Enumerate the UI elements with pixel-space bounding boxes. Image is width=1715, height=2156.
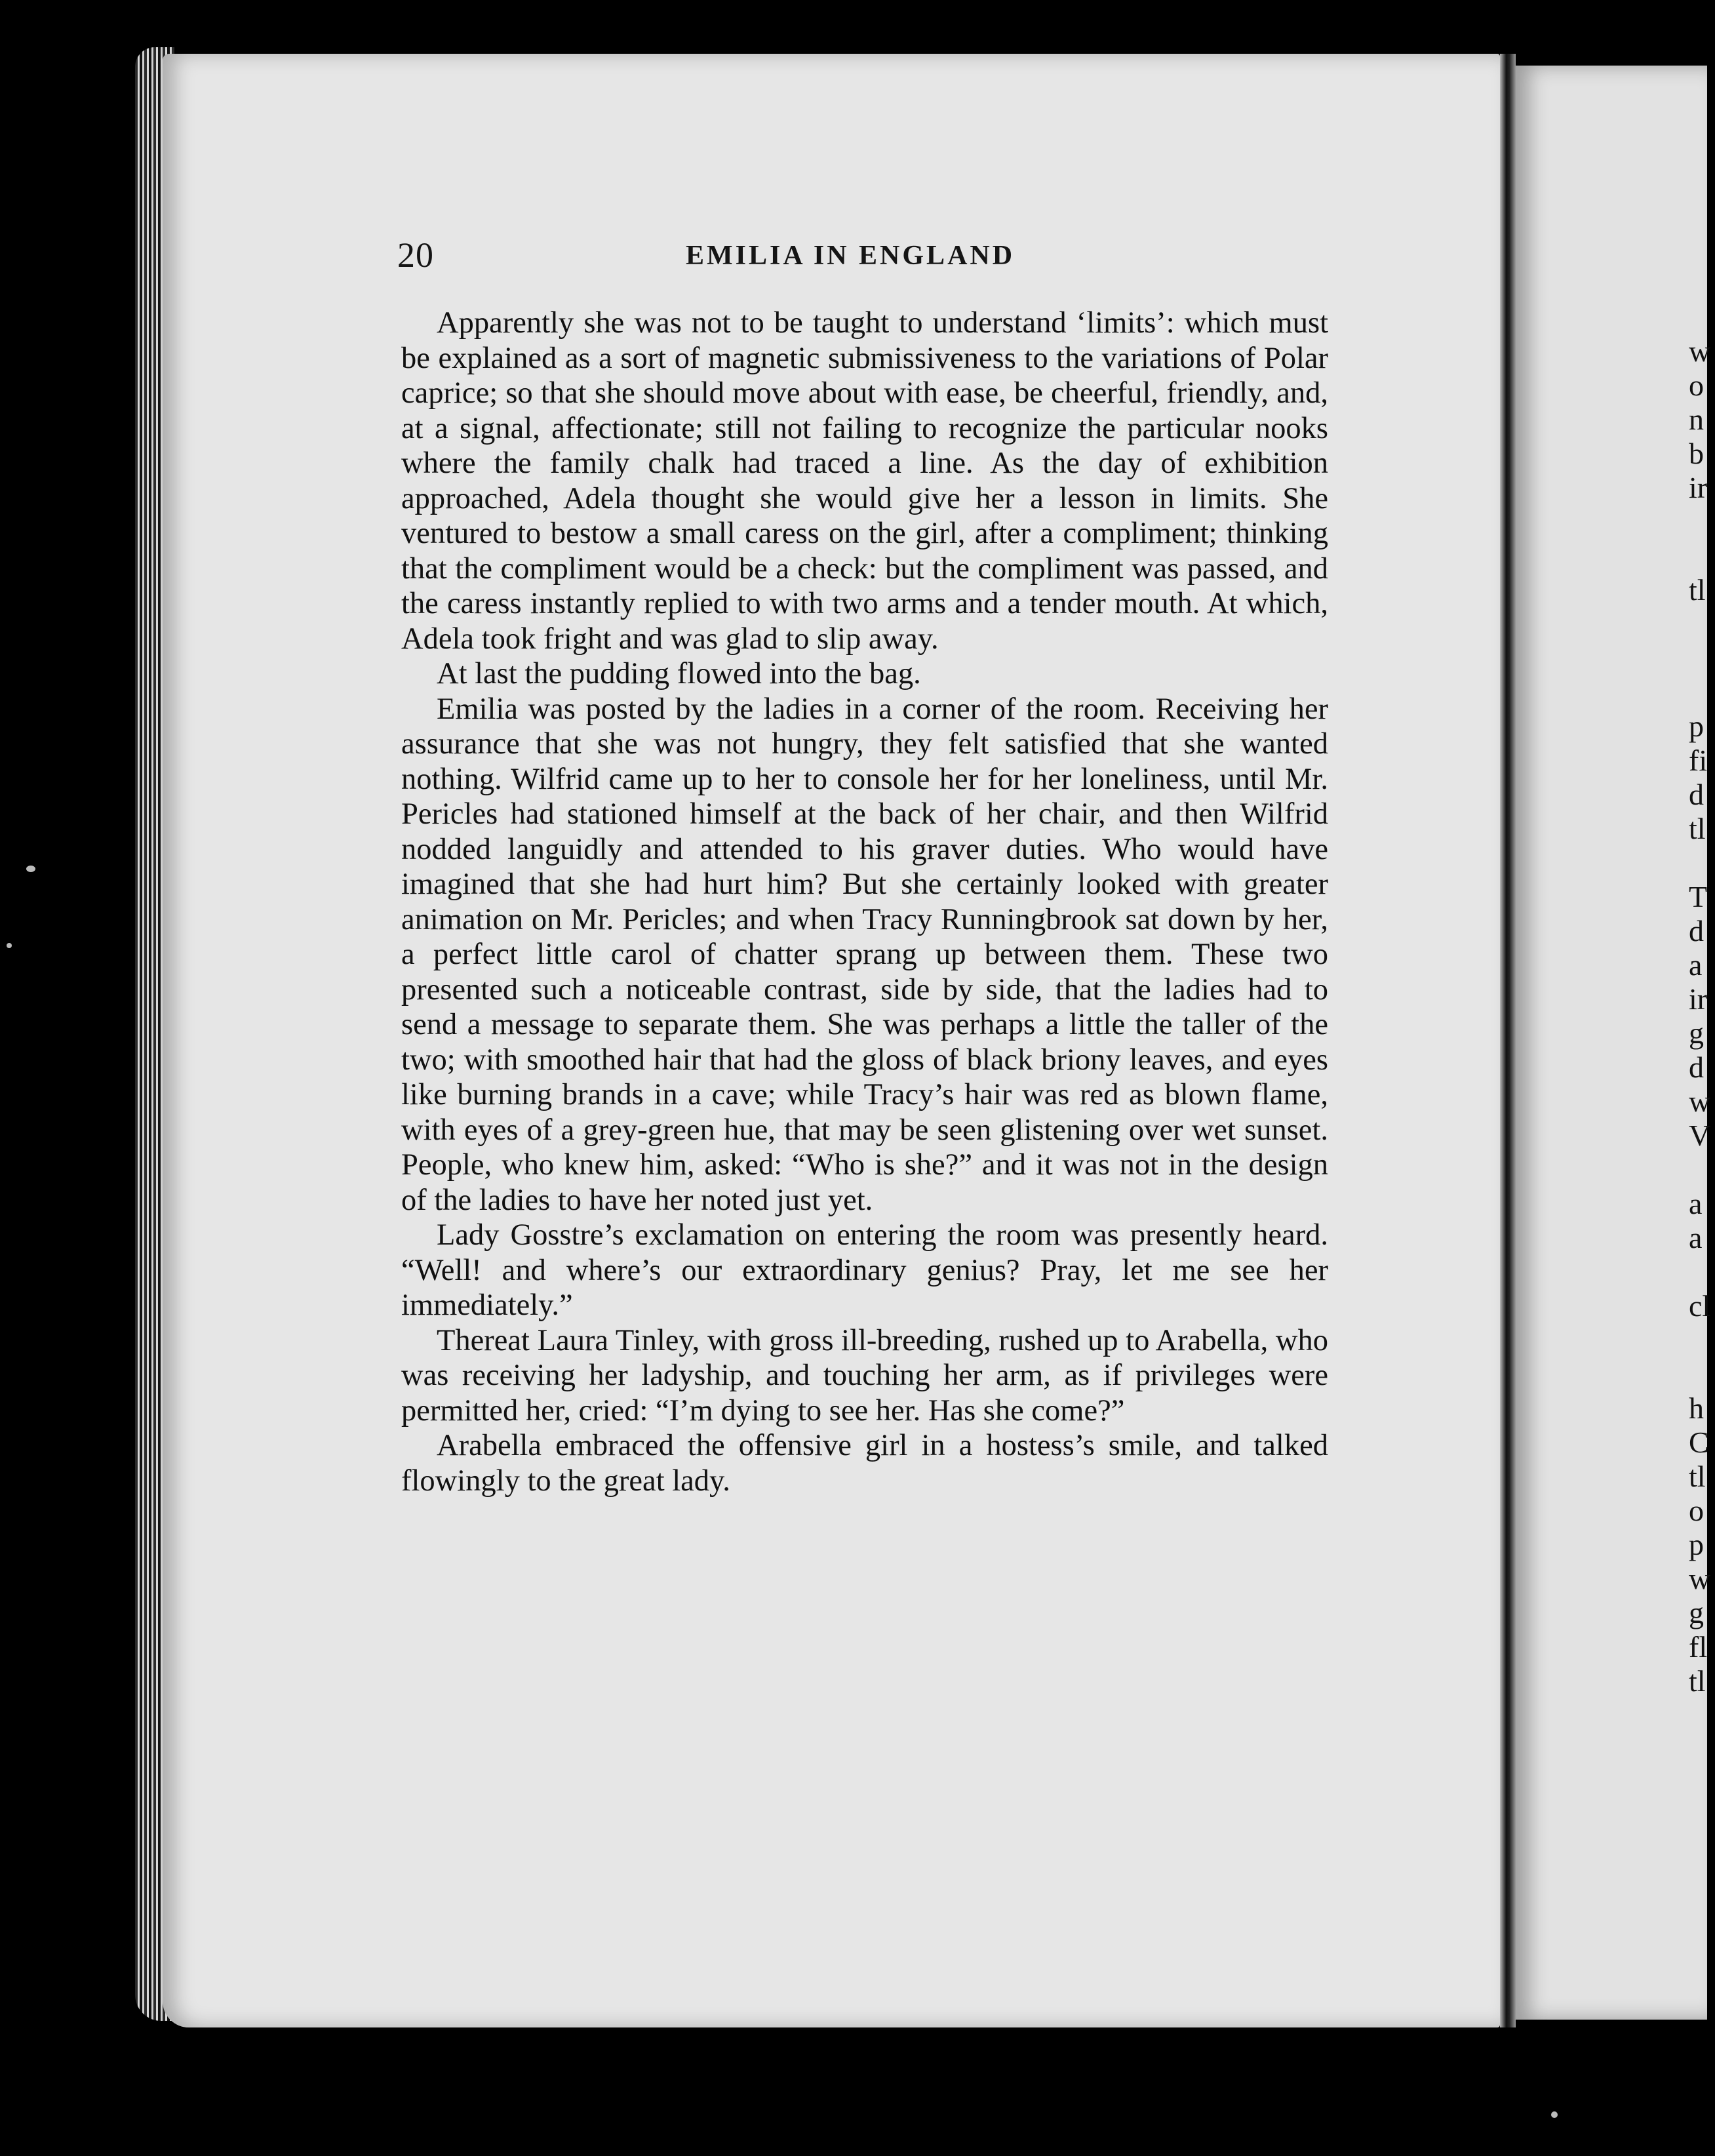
right-page-fragment <box>1689 1357 1715 1391</box>
page-header <box>397 235 1328 281</box>
right-page-fragment: g <box>1689 1596 1704 1629</box>
right-page-fragment <box>1689 1323 1715 1357</box>
speck <box>1551 2111 1558 2118</box>
right-page-fragment: V <box>1689 1119 1711 1152</box>
body-text <box>401 306 1328 1498</box>
right-page-fragment: fl <box>1689 1630 1708 1664</box>
right-page-fragment: a <box>1689 1187 1703 1220</box>
right-page-fragment <box>1689 539 1715 573</box>
right-page-fragment <box>1689 641 1715 675</box>
right-page-fragment <box>1689 1255 1715 1289</box>
right-page-fragment: ir <box>1689 982 1708 1016</box>
paragraph: At last the pudding flowed into the bag. <box>437 657 921 690</box>
right-page-fragment: p <box>1689 1528 1704 1561</box>
right-page-fragment: h <box>1689 1391 1704 1425</box>
right-page-fragment: C <box>1689 1426 1709 1459</box>
right-page-fragment: w <box>1689 334 1711 368</box>
right-page-fragment: tl <box>1689 812 1706 845</box>
paragraph: Thereat Laura Tinley, with gross ill-breeding, rushed up to Arabella, who was receiving her ladyship, and touching her arm, as if privileges were permitted her, cried: “I’m dying to see her. Has she come?” <box>401 1323 1328 1427</box>
right-page-fragment: o <box>1689 1494 1704 1527</box>
paragraph: Emilia was posted by the ladies in a corner of the room. Receiving her assurance that she was not hungry, they felt satisfied that she wanted nothing. Wilfrid came up to her to console her for her loneliness, until Mr. Pericles had stationed himself at the back of her chair, and then Wilfrid nodded languidly and attended to his graver duties. Who would have imagined that she had hurt him? But she certainly looked with greater animation on Mr. Pericles; and when Tracy Runningbrook sat down by her, a perfect little carol of chatter sprang up between them. These two presented such a noticeable contrast, side by side, that the ladies had to send a message to separate them. She was perhaps a little the taller of the two; with smoothed hair that had the gloss of black briony leaves, and eyes like burning brands in a cave; while Tracy’s hair was red as blown flame, with eyes of a grey-green hue, that may be seen glistening over wet sunset. People, who knew him, asked: “Who is she?” and it was not in the design of the ladies to have her noted just yet. <box>401 692 1328 1217</box>
right-page-fragment <box>1689 505 1715 539</box>
right-page-fragments <box>1689 334 1715 1698</box>
right-page-fragment: w <box>1689 1085 1711 1118</box>
paragraph: Arabella embraced the offensive girl in a hostess’s smile, and talked flowingly to the great lady. <box>401 1429 1328 1498</box>
running-title: EMILIA IN ENGLAND <box>686 241 1015 271</box>
book-gutter <box>1500 54 1516 2027</box>
paragraph: Lady Gosstre’s exclamation on entering the room was presently heard. “Well! and where’s our extraordinary genius? Pray, let me see her immediately.” <box>401 1218 1328 1322</box>
right-page-fragment <box>1689 846 1715 880</box>
speck <box>7 943 12 948</box>
right-page-fragment: fi <box>1689 744 1708 777</box>
page-number: 20 <box>397 235 434 275</box>
right-page-fragment <box>1689 675 1715 709</box>
right-page-fragment: d <box>1689 778 1704 811</box>
right-page-fragment: d <box>1689 914 1704 948</box>
right-page-fragment: a <box>1689 1221 1703 1254</box>
right-page-fragment: b <box>1689 437 1704 470</box>
right-page-fragment: tl <box>1689 573 1706 607</box>
right-page-fragment: tl <box>1689 1460 1706 1493</box>
right-page <box>1516 66 1707 2020</box>
right-page-fragment: g <box>1689 1016 1704 1050</box>
right-page-fragment: w <box>1689 1562 1711 1595</box>
right-page-fragment <box>1689 1153 1715 1187</box>
right-page-fragment: a <box>1689 948 1703 982</box>
right-page-fragment: p <box>1689 709 1704 743</box>
right-page-fragment: T <box>1689 880 1708 913</box>
right-page-fragment: n <box>1689 403 1704 436</box>
right-page-fragment: o <box>1689 369 1704 402</box>
right-page-fragment: ir <box>1689 471 1708 504</box>
right-page-fragment: cl <box>1689 1289 1711 1323</box>
speck <box>26 866 35 872</box>
paragraph: Apparently she was not to be taught to understand ‘limits’: which must be explained as a sort of magnetic submissiveness to the variations of Polar caprice; so that she should move about with ease, be cheerful, friendly, and, at a signal, affectionate; still not failing to recognize the particular nooks where the family chalk had traced a line. As the day of exhibition approached, Adela thought she would give her a lesson in limits. She ventured to bestow a small caress on the girl, after a compliment; thinking that the compliment would be a check: but the compliment was passed, and the caress instantly replied to with two arms and a tender mouth. At which, Adela took fright and was glad to slip away. <box>401 306 1328 656</box>
right-page-fragment: tl <box>1689 1664 1706 1698</box>
right-page-fragment: d <box>1689 1050 1704 1084</box>
right-page-fragment <box>1689 607 1715 641</box>
